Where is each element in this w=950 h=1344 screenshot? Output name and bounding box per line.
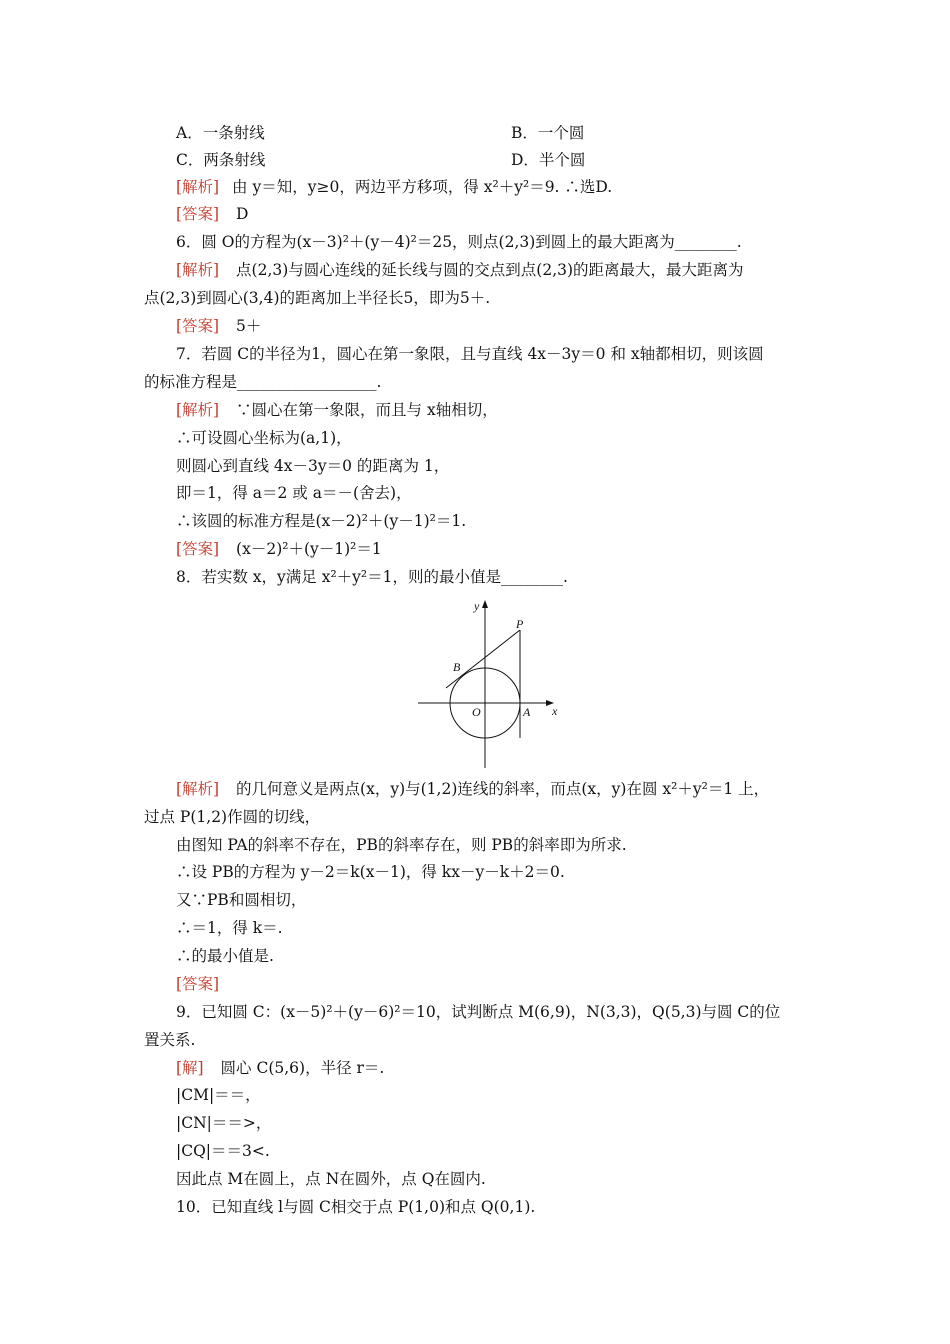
q9-solution-line-1 xyxy=(176,1058,384,1078)
answer-tag: [答案] xyxy=(176,205,220,223)
analysis-text: ∵圆心在第一象限，而且与 x轴相切， xyxy=(236,401,498,419)
analysis-tag: [解析] xyxy=(176,780,220,798)
point-a-label: A xyxy=(523,705,531,719)
point-b-label: B xyxy=(453,660,461,674)
q8-analysis-line-7: ∴的最小值是. xyxy=(176,947,274,965)
option-a: A．一条射线 xyxy=(176,124,265,142)
solution-text: 圆心 C(5,6)，半径 r＝. xyxy=(220,1059,385,1077)
answer-tag: [答案] xyxy=(176,540,220,558)
q9-solution-line-2: |CM|＝＝， xyxy=(176,1086,261,1104)
x-label: x xyxy=(552,704,558,718)
q8-analysis-line-6: ∴＝1，得 k＝. xyxy=(176,919,283,937)
q8-analysis-line-4: ∴设 PB的方程为 y－2＝k(x－1)，得 kx－y－k＋2＝0. xyxy=(176,863,565,881)
q9-question-line-1: 9．已知圆 C：(x－5)²＋(y－6)²＝10，试判断点 M(6,9)，N(3,3)，Q(5,3)与圆 C的位 xyxy=(176,1003,781,1021)
answer-text: 5＋ xyxy=(236,317,262,335)
q8-analysis-line-3: 由图知 PA的斜率不存在，PB的斜率存在，则 PB的斜率即为所求. xyxy=(176,836,627,854)
q9-solution-line-5: 因此点 M在圆上，点 N在圆外，点 Q在圆内. xyxy=(176,1170,486,1188)
origin-label: O xyxy=(472,705,481,719)
q8-analysis-line-2: 过点 P(1,2)作圆的切线， xyxy=(144,808,321,826)
q6-analysis-line-2: 点(2,3)到圆心(3,4)的距离加上半径长5，即为5＋. xyxy=(144,289,491,307)
option-b: B．一个圆 xyxy=(511,124,585,142)
solution-tag: [解] xyxy=(176,1059,204,1077)
q7-answer xyxy=(176,539,382,559)
q8-answer xyxy=(176,974,219,994)
q7-analysis-line-4: 即＝1，得 a＝2 或 a＝－(舍去)， xyxy=(176,484,412,502)
tangent-pb xyxy=(446,630,520,688)
analysis-text: 的几何意义是两点(x，y)与(1,2)连线的斜率，而点(x，y)在圆 x²＋y²＝1 上， xyxy=(236,780,770,798)
q5-answer xyxy=(176,204,248,224)
answer-text: (x－2)²＋(y－1)²＝1 xyxy=(236,540,382,558)
option-c: C．两条射线 xyxy=(176,151,266,169)
q9-question-line-2: 置关系. xyxy=(144,1031,196,1049)
analysis-text: 点(2,3)与圆心连线的延长线与圆的交点到点(2,3)的距离最大，最大距离为 xyxy=(236,261,744,279)
q8-analysis-line-5: 又∵PB和圆相切， xyxy=(176,891,307,909)
q8-question: 8．若实数 x，y满足 x²＋y²＝1，则的最小值是________. xyxy=(176,568,568,586)
q6-question: 6．圆 O的方程为(x－3)²＋(y－4)²＝25，则点(2,3)到圆上的最大距离为________. xyxy=(176,233,742,251)
q6-answer xyxy=(176,316,261,336)
analysis-text: 由 y＝知，y≥0，两边平方移项，得 x²＋y²＝9. ∴选D. xyxy=(232,178,613,196)
y-label: y xyxy=(474,599,480,613)
tangent-line-figure xyxy=(418,598,568,770)
answer-text: D xyxy=(236,205,249,223)
point-p-label: P xyxy=(516,617,524,631)
q10-question: 10．已知直线 l与圆 C相交于点 P(1,0)和点 Q(0,1). xyxy=(176,1198,536,1216)
q7-analysis-line-5: ∴该圆的标准方程是(x－2)²＋(y－1)²＝1. xyxy=(176,512,467,530)
answer-tag: [答案] xyxy=(176,317,220,335)
q7-analysis-line-1 xyxy=(176,400,498,420)
q6-analysis-line-1 xyxy=(176,260,744,280)
q9-solution-line-4: |CQ|＝＝3<. xyxy=(176,1142,270,1160)
y-axis-arrow xyxy=(482,600,488,608)
option-d: D．半个圆 xyxy=(511,151,586,169)
q8-analysis-line-1 xyxy=(176,779,769,799)
q7-question-line-1: 7．若圆 C的半径为1，圆心在第一象限，且与直线 4x－3y＝0 和 x轴都相切，则该圆 xyxy=(176,345,764,363)
q9-solution-line-3: |CN|＝＝>， xyxy=(176,1114,272,1132)
q5-analysis xyxy=(176,177,612,197)
analysis-tag: [解析] xyxy=(176,401,220,419)
answer-tag: [答案] xyxy=(176,975,220,993)
analysis-tag: [解析] xyxy=(176,261,220,279)
q7-analysis-line-3: 则圆心到直线 4x－3y＝0 的距离为 1， xyxy=(176,457,450,475)
q7-analysis-line-2: ∴可设圆心坐标为(a,1)， xyxy=(176,429,352,447)
analysis-tag: [解析] xyxy=(176,178,220,196)
q7-question-line-2: 的标准方程是__________________. xyxy=(144,373,382,391)
